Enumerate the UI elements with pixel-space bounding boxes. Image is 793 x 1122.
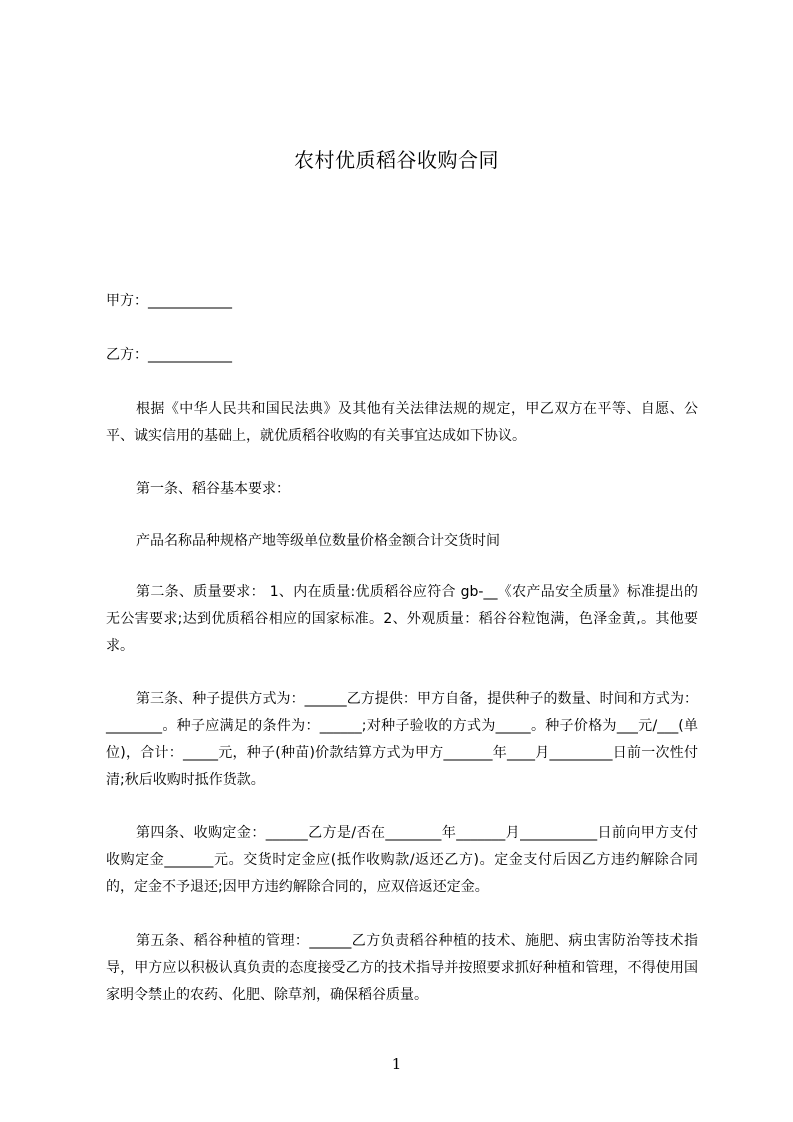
page-number: 1 [391, 1055, 402, 1073]
party-a-line: 甲方：____________ [106, 293, 232, 309]
article4-paragraph: 第四条、收购定金：______乙方是/否在________年_______月___________日前向甲方支付收购定金_______元。交货时定金应(抵作收购款/返还乙方)。定金支付后因乙方违约解除合同的，定金不予退还;因甲方违约解除合同的，应双倍返还定金。 [106, 825, 698, 895]
article1-table-header: 产品名称品种规格产地等级单位数量价格金额合计交货时间 [136, 533, 500, 549]
party-b-line: 乙方：____________ [106, 347, 232, 363]
article3-paragraph: 第三条、种子提供方式为：______乙方提供：甲方自备，提供种子的数量、时间和方式为：________。种子应满足的条件为：______;对种子验收的方式为_____。种子价格为___元/___(单位)，合计：_____元，种子(种苗)价款结算方式为甲方_______年____月_________日前一次性付清;秋后收购时抵作货款。 [106, 691, 698, 788]
article2-paragraph: 第二条、质量要求： 1、内在质量:优质稻谷应符合 gb-__《农产品安全质量》标准提出的无公害要求;达到优质稻谷相应的国家标准。2、外观质量：稻谷谷粒饱满，色泽金黄,。其他要求。 [106, 584, 698, 654]
article1-heading: 第一条、稻谷基本要求： [136, 481, 290, 497]
preamble-paragraph: 根据《中华人民共和国民法典》及其他有关法律法规的规定，甲乙双方在平等、自愿、公平、诚实信用的基础上，就优质稻谷收购的有关事宜达成如下协议。 [106, 401, 698, 444]
article5-paragraph: 第五条、稻谷种植的管理：______乙方负责稻谷种植的技术、施肥、病虫害防治等技术指导，甲方应以积极认真负责的态度接受乙方的技术指导并按照要求抓好种植和管理，不得使用国家明令禁止的农药、化肥、除草剂，确保稻谷质量。 [106, 933, 698, 1003]
document-title: 农村优质稻谷收购合同 [294, 148, 499, 172]
